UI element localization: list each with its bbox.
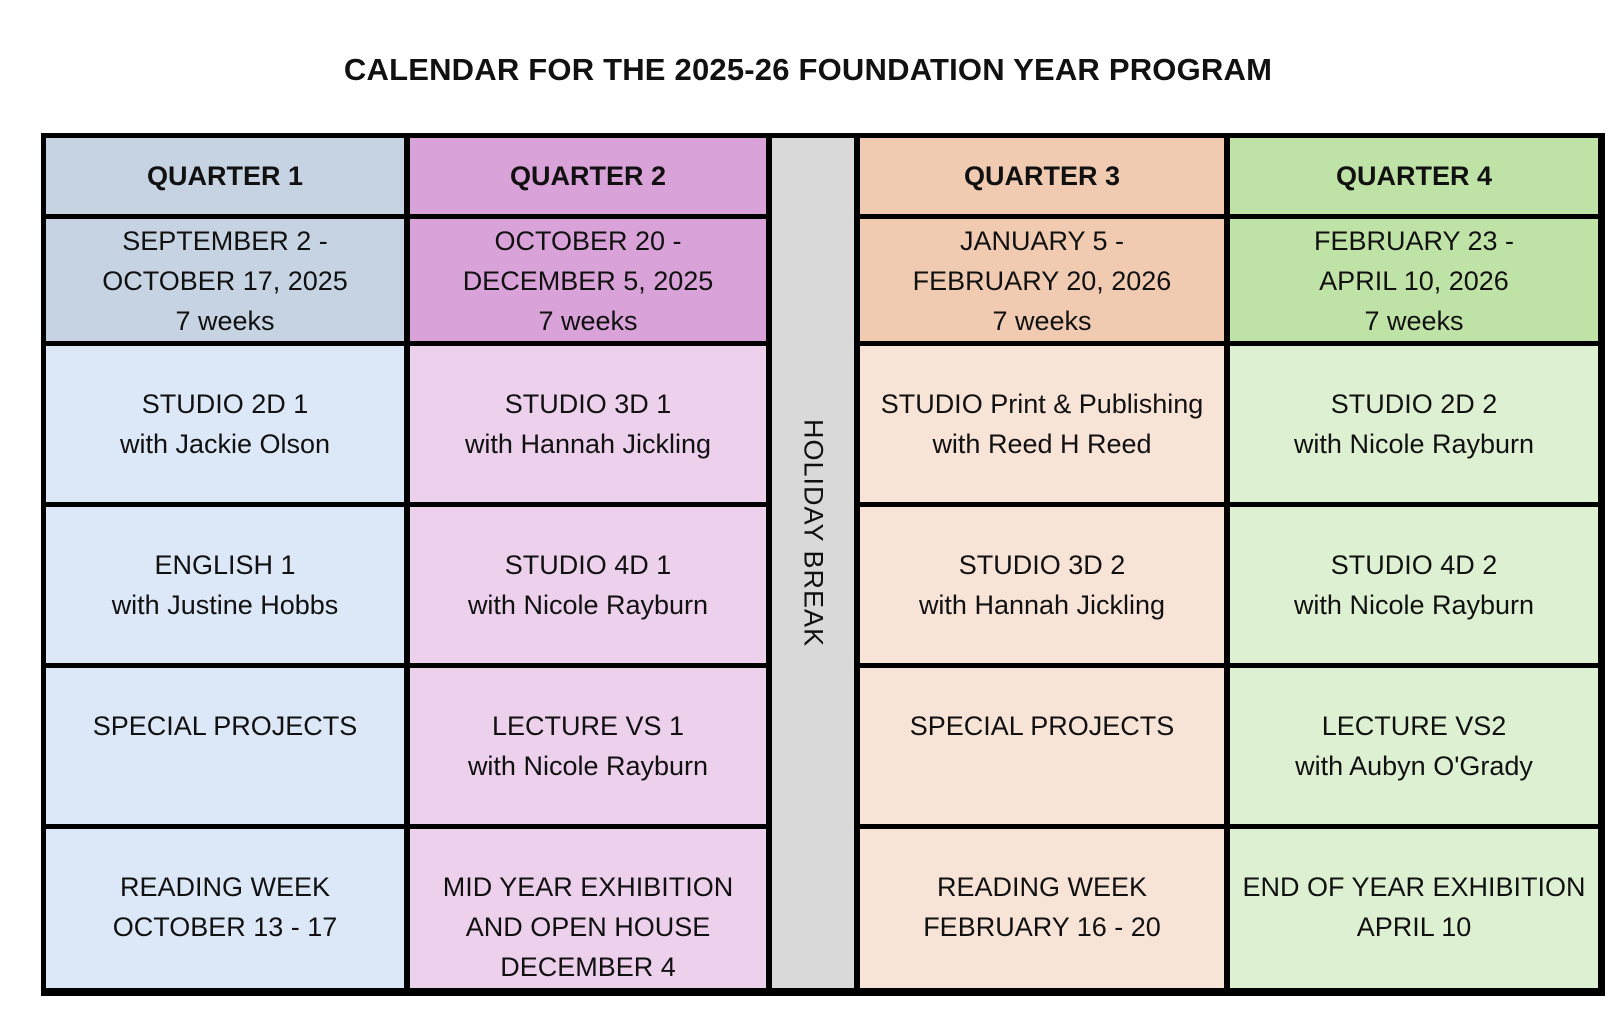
course-title: SPECIAL PROJECTS <box>909 711 1175 741</box>
event-detail: APRIL 10 <box>1356 912 1472 942</box>
duration: 7 weeks <box>175 306 275 336</box>
quarter-1-dates <box>46 219 404 341</box>
quarter-3-header: QUARTER 3 <box>860 138 1224 214</box>
holiday-break-column <box>772 138 854 988</box>
event-title: READING WEEK <box>936 872 1148 902</box>
course-instructor: with Nicole Rayburn <box>1293 590 1535 620</box>
date-range-start: SEPTEMBER 2 - <box>122 226 328 256</box>
course-cell <box>860 346 1224 502</box>
quarter-4-header: QUARTER 4 <box>1230 138 1598 214</box>
course-title: STUDIO 3D 2 <box>958 550 1126 580</box>
course-title: ENGLISH 1 <box>154 550 296 580</box>
quarter-1-header: QUARTER 1 <box>46 138 404 214</box>
course-title: STUDIO Print & Publishing <box>880 389 1204 419</box>
course-cell <box>860 668 1224 824</box>
quarter-3-dates <box>860 219 1224 341</box>
course-cell <box>410 507 766 663</box>
course-instructor: with Nicole Rayburn <box>1293 429 1535 459</box>
course-title: STUDIO 4D 1 <box>504 550 672 580</box>
course-cell <box>46 346 404 502</box>
course-cell <box>410 346 766 502</box>
event-detail: OCTOBER 13 - 17 <box>112 912 338 942</box>
course-cell <box>46 507 404 663</box>
course-title: STUDIO 4D 2 <box>1330 550 1498 580</box>
course-title: LECTURE VS 1 <box>491 711 685 741</box>
course-instructor: with Justine Hobbs <box>111 590 339 620</box>
event-cell <box>860 829 1224 988</box>
quarter-2-header: QUARTER 2 <box>410 138 766 214</box>
date-range-start: FEBRUARY 23 - <box>1313 226 1515 256</box>
event-title: END OF YEAR EXHIBITION <box>1242 872 1586 902</box>
course-instructor: with Hannah Jickling <box>464 429 712 459</box>
course-cell <box>860 507 1224 663</box>
event-detail: FEBRUARY 16 - 20 <box>923 912 1161 942</box>
date-range-end: APRIL 10, 2026 <box>1319 266 1509 296</box>
holiday-break-label: HOLIDAY BREAK <box>798 418 829 648</box>
event-title: MID YEAR EXHIBITION <box>442 872 734 902</box>
quarter-2-dates <box>410 219 766 341</box>
course-cell <box>1230 507 1598 663</box>
date-range-start: JANUARY 5 - <box>959 226 1125 256</box>
date-range-end: FEBRUARY 20, 2026 <box>912 266 1172 296</box>
course-title: STUDIO 2D 1 <box>141 389 309 419</box>
event-cell <box>1230 829 1598 988</box>
course-title: STUDIO 2D 2 <box>1330 389 1498 419</box>
duration: 7 weeks <box>992 306 1092 336</box>
course-instructor: with Hannah Jickling <box>918 590 1166 620</box>
course-cell <box>1230 346 1598 502</box>
course-cell <box>410 668 766 824</box>
date-range-end: DECEMBER 5, 2025 <box>462 266 714 296</box>
course-instructor: with Nicole Rayburn <box>467 751 709 781</box>
quarter-4-dates <box>1230 219 1598 341</box>
event-cell <box>46 829 404 988</box>
course-cell <box>1230 668 1598 824</box>
event-date: DECEMBER 4 <box>500 952 676 982</box>
duration: 7 weeks <box>538 306 638 336</box>
course-instructor: with Nicole Rayburn <box>467 590 709 620</box>
page-title: CALENDAR FOR THE 2025-26 FOUNDATION YEAR PROGRAM <box>343 52 1273 87</box>
course-title: LECTURE VS2 <box>1321 711 1507 741</box>
course-title: SPECIAL PROJECTS <box>92 711 358 741</box>
course-instructor: with Jackie Olson <box>119 429 331 459</box>
event-cell <box>410 829 766 988</box>
event-title: READING WEEK <box>119 872 331 902</box>
event-detail: AND OPEN HOUSE <box>465 912 711 942</box>
date-range-end: OCTOBER 17, 2025 <box>102 266 348 296</box>
course-instructor: with Aubyn O'Grady <box>1295 751 1533 781</box>
date-range-start: OCTOBER 20 - <box>494 226 682 256</box>
duration: 7 weeks <box>1364 306 1464 336</box>
course-title: STUDIO 3D 1 <box>504 389 672 419</box>
course-cell <box>46 668 404 824</box>
calendar-table <box>41 133 1605 996</box>
course-instructor: with Reed H Reed <box>932 429 1152 459</box>
